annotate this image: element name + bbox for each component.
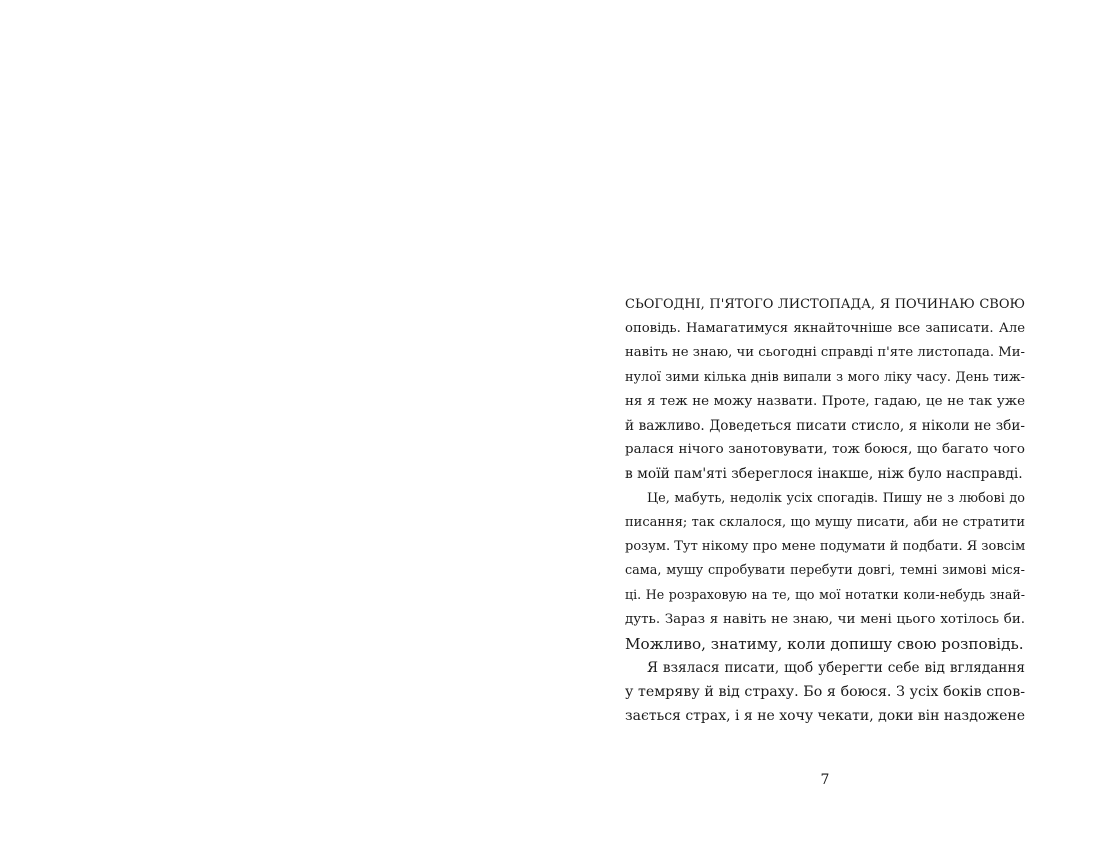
body-text xyxy=(625,293,1025,729)
text-line: сама, мушу спробувати перебути довгі, темні зимові міся- xyxy=(625,563,1025,579)
right-page xyxy=(552,0,1105,850)
text-line: дуть. Зараз я навіть не знаю, чи мені цього хотілось би. xyxy=(625,611,1025,627)
text-line: писання; так склалося, що мушу писати, аби не стратити xyxy=(625,514,1025,530)
text-line: Можливо, знатиму, коли допишу свою розповідь. xyxy=(625,634,1024,653)
text-line: ня я теж не можу назвати. Проте, гадаю, це не так уже xyxy=(625,393,1025,409)
text-line: й важливо. Доведеться писати стисло, я ніколи не зби- xyxy=(625,418,1025,435)
left-page-blank xyxy=(0,0,552,850)
text-line: навіть не знаю, чи сьогодні справді п'яте листопада. Ми- xyxy=(625,345,1025,361)
text-line: нулої зими кілька днів випали з мого ліку часу. День тиж- xyxy=(625,369,1025,385)
text-line: ці. Не розраховую на те, що мої нотатки коли-небудь знай- xyxy=(625,587,1025,603)
text-line: СЬОГОДНІ, П'ЯТОГО ЛИСТОПАДА, Я ПОЧИНАЮ СВОЮ xyxy=(625,297,1025,312)
text-line: ралася нічого занотовувати, тож боюся, що багато чого xyxy=(625,442,1025,458)
page-number: 7 xyxy=(820,772,830,788)
text-line: розум. Тут нікому про мене подумати й подбати. Я зовсім xyxy=(625,539,1026,555)
text-line: Це, мабуть, недолік усіх спогадів. Пишу не з любові до xyxy=(647,490,1025,506)
text-line: оповідь. Намагатимуся якнайточніше все записати. Але xyxy=(625,321,1025,337)
text-line: Я взялася писати, щоб уберегти себе від вглядання xyxy=(647,660,1025,677)
text-line: в моїй пам'яті збереглося інакше, ніж було насправді. xyxy=(625,466,1023,483)
text-line: зається страх, і я не хочу чекати, доки він наздожене xyxy=(625,708,1026,725)
text-line: у темряву й від страху. Бо я боюся. З усіх боків спов- xyxy=(625,684,1025,701)
